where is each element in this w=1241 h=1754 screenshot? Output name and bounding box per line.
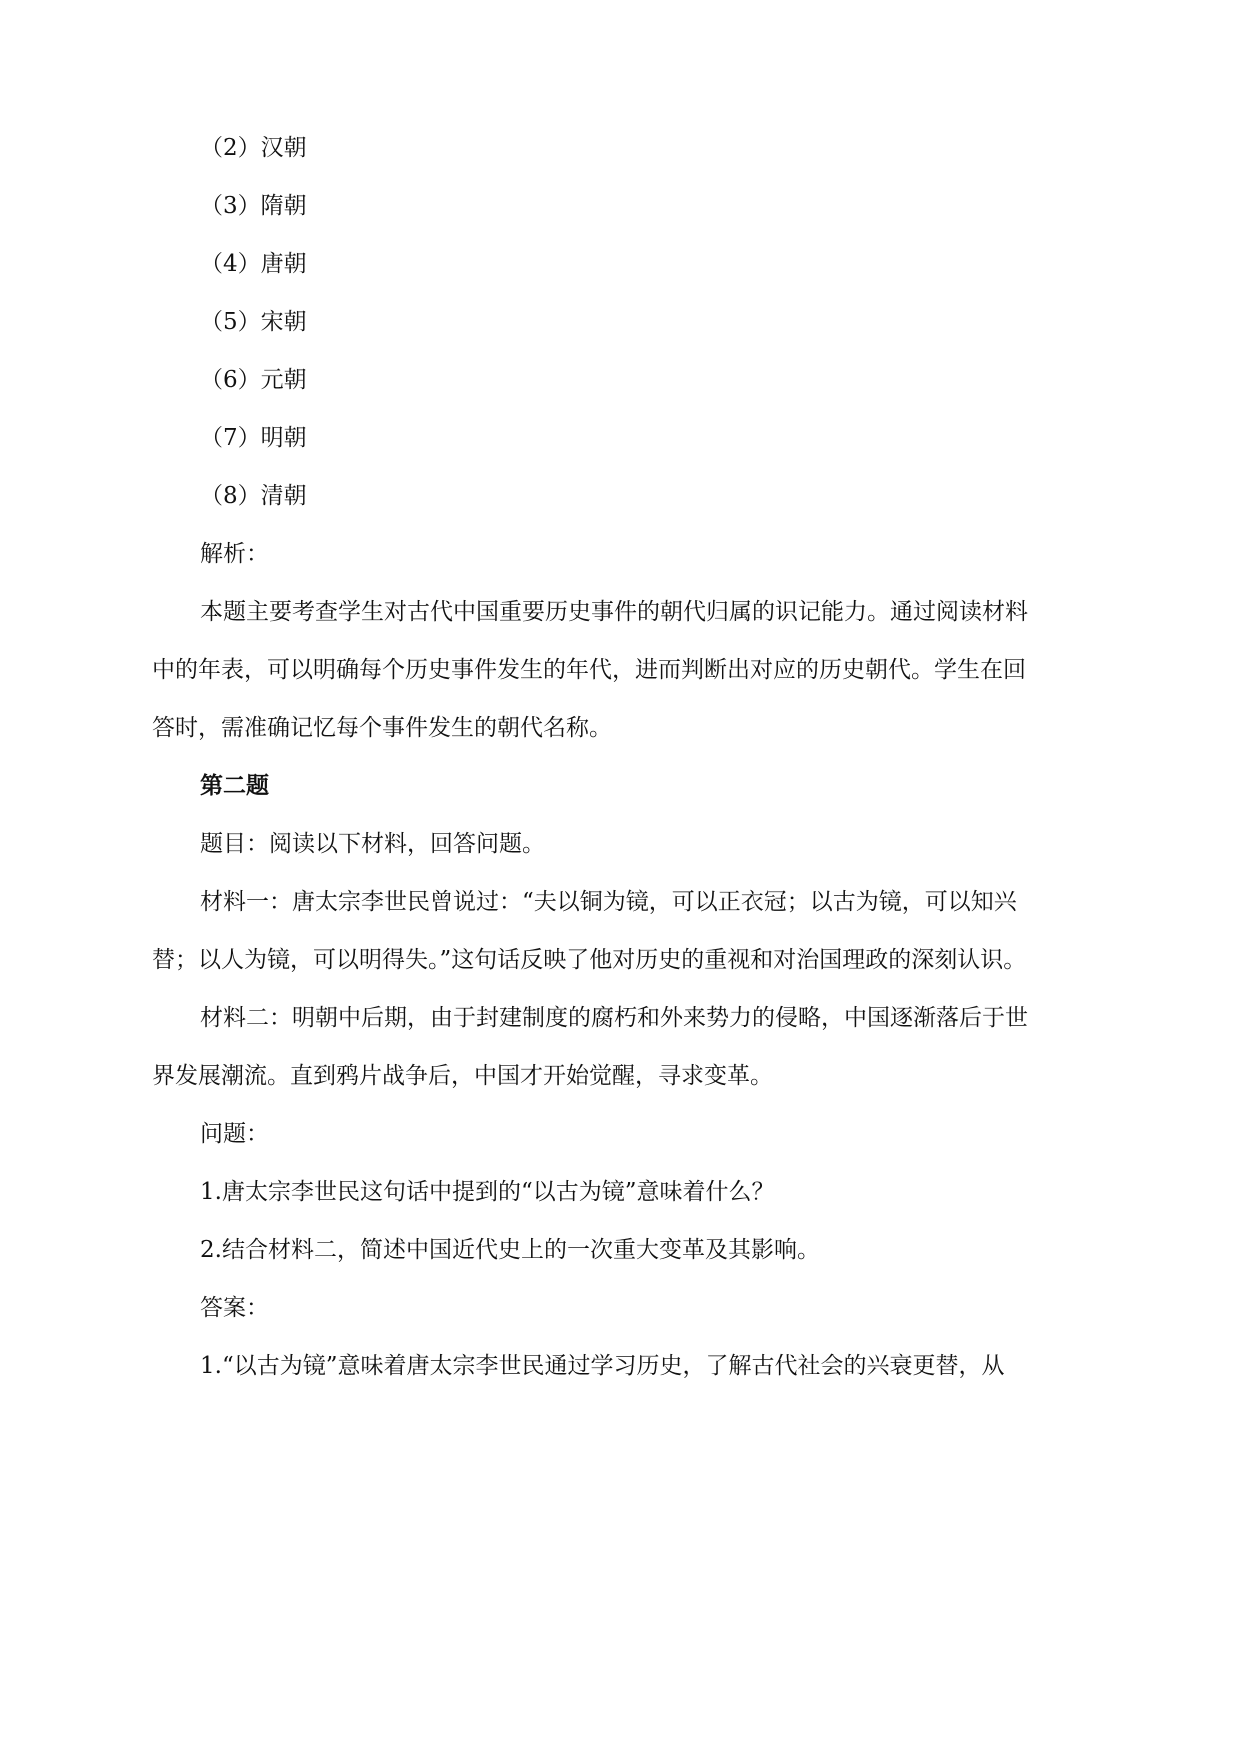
material-1-line-1: 材料一：唐太宗李世民曾说过：“夫以铜为镜，可以正衣冠；以古为镜，可以知兴	[200, 889, 1017, 915]
analysis-line-3: 答时，需准确记忆每个事件发生的朝代名称。	[152, 715, 612, 741]
questions-label: 问题：	[200, 1121, 269, 1147]
list-item-han: （2）汉朝	[200, 135, 307, 161]
question-prompt: 题目：阅读以下材料，回答问题。	[200, 831, 545, 857]
analysis-line-1: 本题主要考查学生对古代中国重要历史事件的朝代归属的识记能力。通过阅读材料	[200, 599, 1028, 625]
analysis-line-2: 中的年表，可以明确每个历史事件发生的年代，进而判断出对应的历史朝代。学生在回	[152, 657, 1026, 683]
list-item-ming: （7）明朝	[200, 425, 307, 451]
list-item-tang: （4）唐朝	[200, 251, 307, 277]
question-1: 1.唐太宗李世民这句话中提到的“以古为镜”意味着什么？	[200, 1179, 775, 1205]
material-2-line-2: 界发展潮流。直到鸦片战争后，中国才开始觉醒，寻求变革。	[152, 1063, 773, 1089]
list-item-sui: （3）隋朝	[200, 193, 307, 219]
material-1-line-2: 替；以人为镜，可以明得失。”这句话反映了他对历史的重视和对治国理政的深刻认识。	[152, 947, 1027, 973]
list-item-song: （5）宋朝	[200, 309, 307, 335]
question-2: 2.结合材料二，简述中国近代史上的一次重大变革及其影响。	[200, 1237, 820, 1263]
answer-label: 答案：	[200, 1295, 269, 1321]
list-item-yuan: （6）元朝	[200, 367, 307, 393]
list-item-qing: （8）清朝	[200, 483, 307, 509]
answer-line-1: 1.“以古为镜”意味着唐太宗李世民通过学习历史，了解古代社会的兴衰更替，从	[200, 1353, 1005, 1379]
material-2-line-1: 材料二：明朝中后期，由于封建制度的腐朽和外来势力的侵略，中国逐渐落后于世	[200, 1005, 1028, 1031]
section-heading: 第二题	[200, 772, 269, 799]
analysis-label: 解析：	[200, 541, 269, 567]
